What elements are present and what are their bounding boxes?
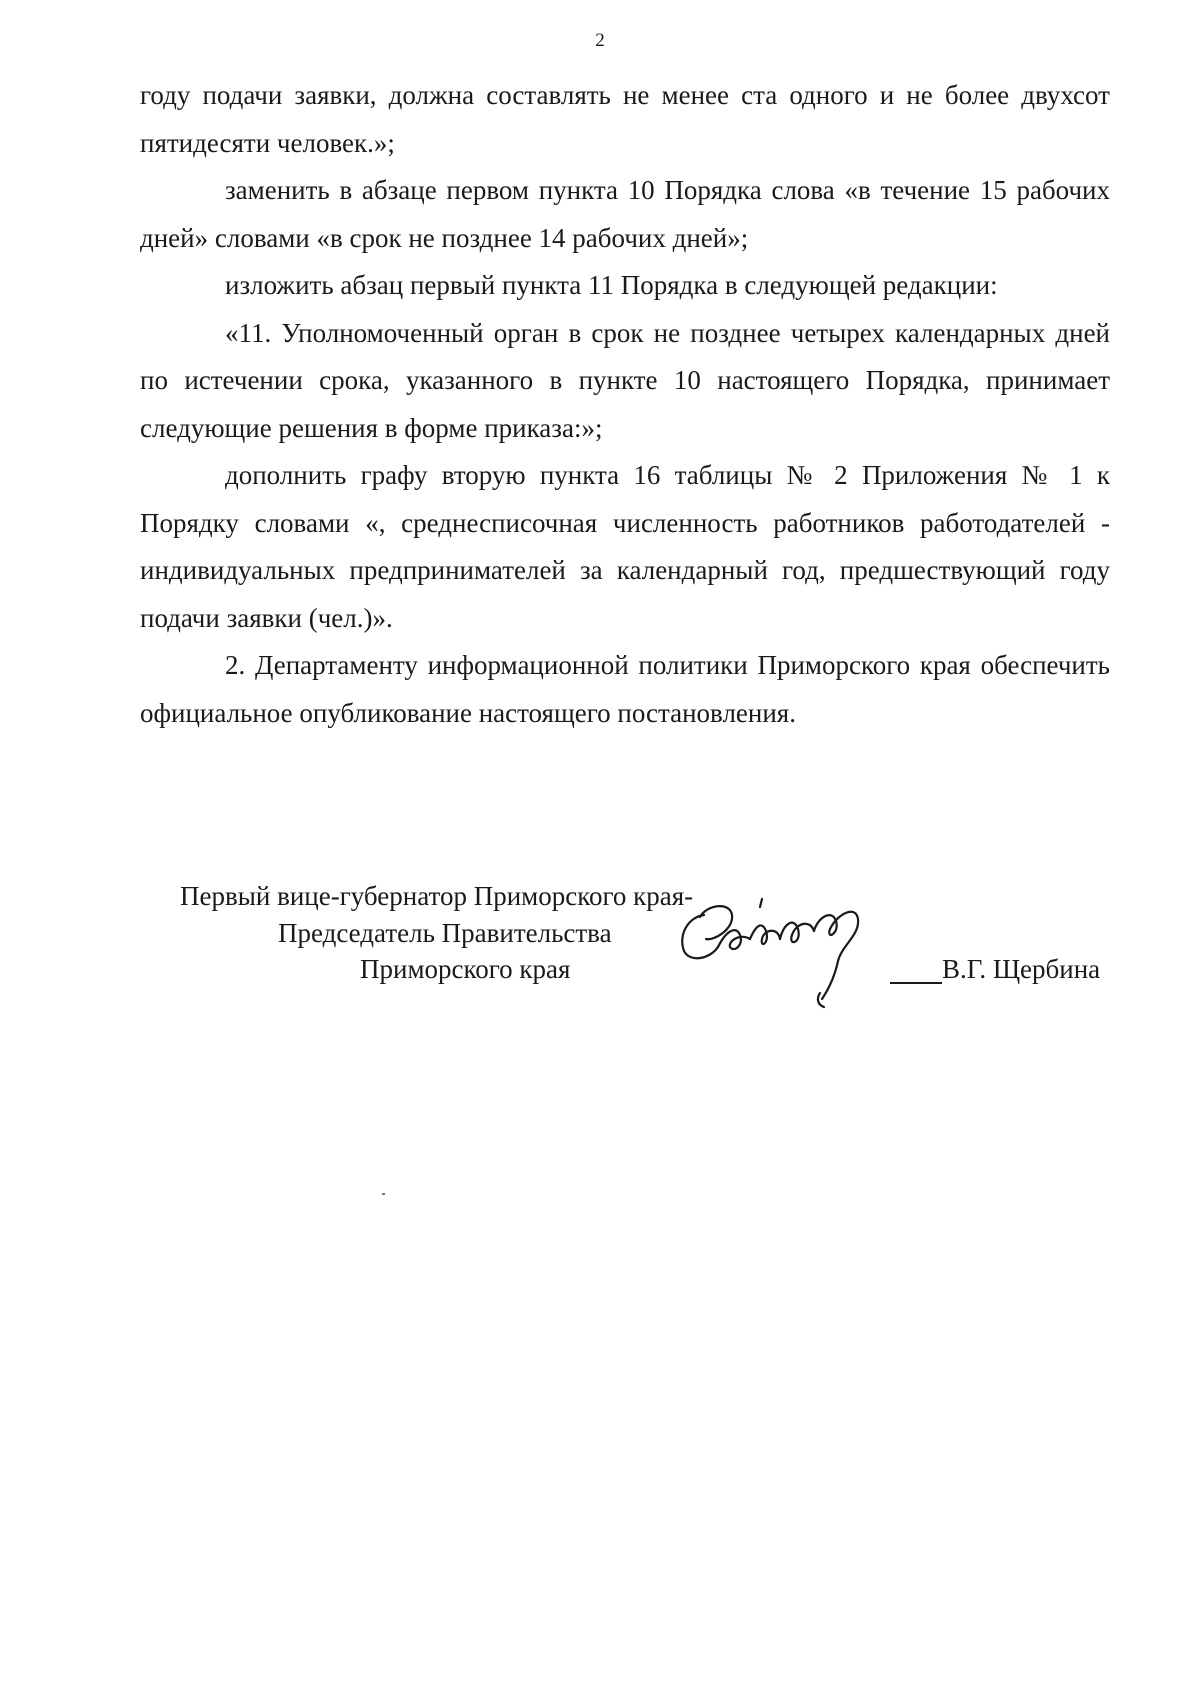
- page-number: 2: [595, 30, 605, 51]
- signatory-title-line-2: Председатель Правительства: [278, 918, 612, 948]
- signatory-title-line-3: Приморского края: [360, 954, 571, 984]
- paragraph: дополнить графу вторую пункта 16 таблицы № 2 Приложения № 1 к Порядку словами «, среднесписочная численность работников работодателей - индивидуальных предпринимателей за календарный год, предшествующий году подачи заявки (чел.)».: [140, 460, 1110, 633]
- paragraph: «11. Уполномоченный орган в срок не позднее четырех календарных дней по истечении срока, указанного в пункте 10 настоящего Порядка, принимает следующие решения в форме приказа:»;: [140, 317, 1110, 443]
- paragraph: 2. Департаменту информационной политики Приморского края обеспечить официальное опубликование настоящего постановления.: [140, 650, 1110, 728]
- document-body: [140, 72, 1110, 737]
- paragraph: году подачи заявки, должна составлять не менее ста одного и не более двухсот пятидесяти человек.»;: [140, 80, 1110, 158]
- paragraph: заменить в абзаце первом пункта 10 Порядка слова «в течение 15 рабочих дней» словами «в срок не позднее 14 рабочих дней»;: [140, 175, 1110, 253]
- signature-underline: [890, 982, 942, 984]
- signatory-title-line-1: Первый вице-губернатор Приморского края-: [180, 881, 694, 911]
- signature-icon: [670, 895, 900, 1015]
- paragraph: изложить абзац первый пункта 11 Порядка в следующей редакции:: [225, 270, 998, 300]
- scan-artifact: [382, 1193, 385, 1195]
- signatory-name: В.Г. Щербина: [942, 954, 1101, 984]
